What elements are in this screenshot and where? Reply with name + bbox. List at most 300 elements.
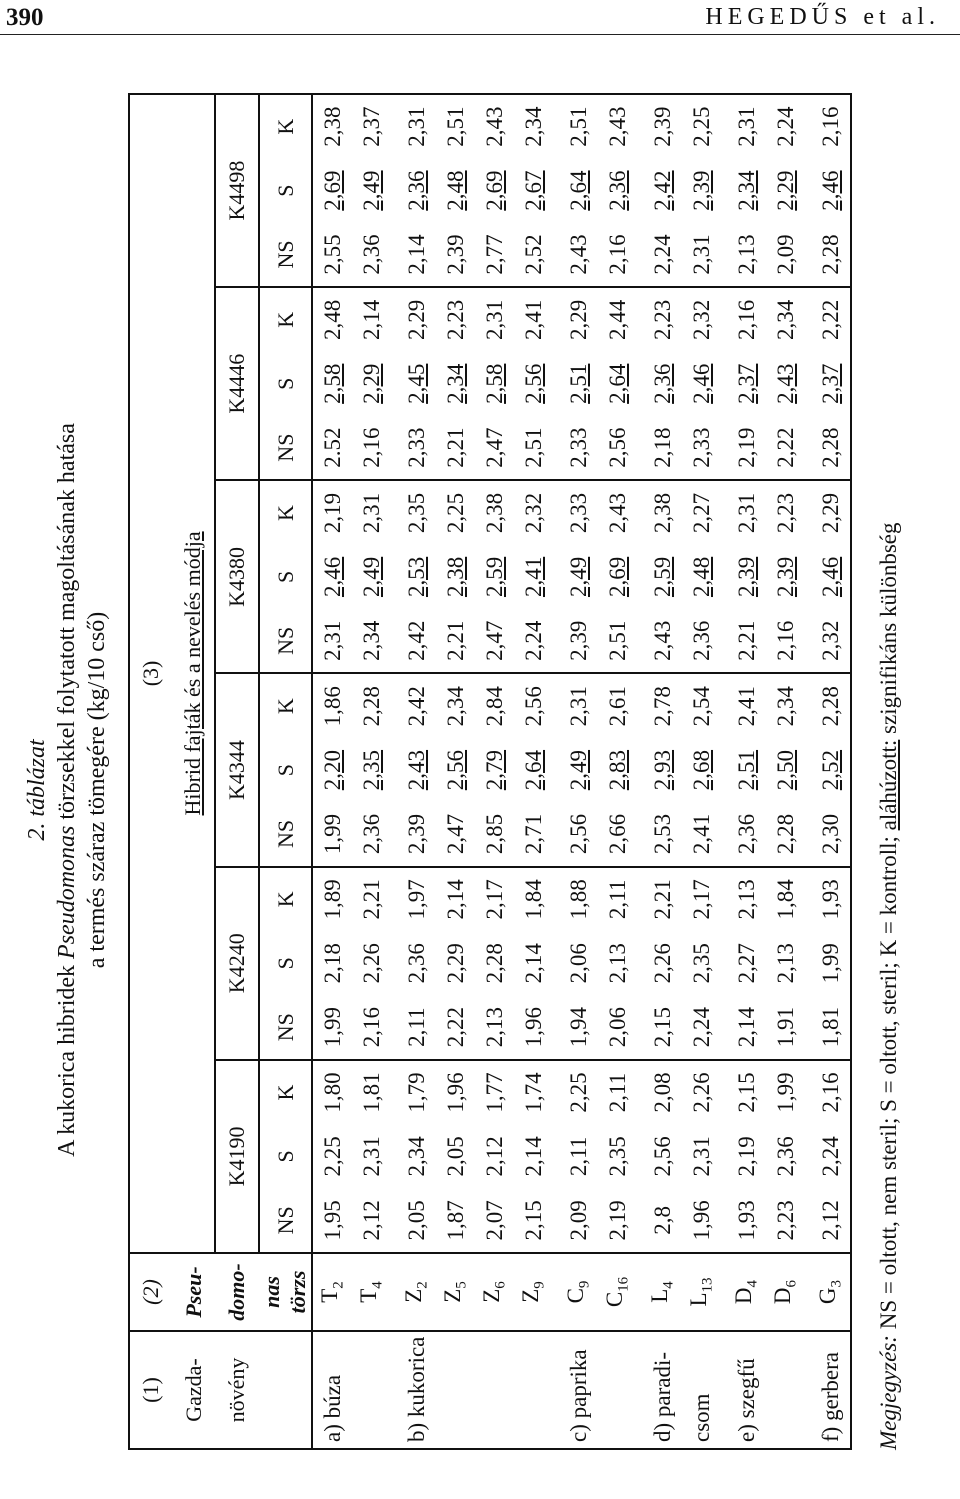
col3-title: Hibrid fajták és a nevelés módja	[172, 94, 215, 1253]
strain-letter: Z	[440, 1288, 466, 1303]
value-cell: 2,26	[649, 943, 675, 984]
value-cell: 2,69	[604, 556, 630, 598]
value-cell: 2,56	[559, 802, 598, 866]
host-plant-cell: c) paprika	[559, 1331, 598, 1449]
strain-letter: C	[563, 1288, 589, 1304]
value-cell: 2,34	[514, 94, 553, 158]
value-cell: 2,43	[772, 363, 798, 404]
value-cell: 2,06	[598, 995, 637, 1059]
value-cell: 2,17	[688, 879, 714, 920]
value-cell: 2,34	[733, 170, 759, 211]
strain-subscript: 16	[615, 1276, 632, 1292]
sub-header: NS	[259, 995, 312, 1059]
value-cell: 2,23	[772, 492, 798, 534]
strain-letter: G	[815, 1287, 841, 1305]
value-cell: 1,93	[811, 867, 851, 931]
value-cell: 2,31	[727, 94, 766, 158]
value-cell: 2,07	[475, 1189, 514, 1253]
sub-header: K	[259, 480, 312, 544]
value-cell: 2,18	[319, 943, 345, 984]
sub-header: K	[259, 1060, 312, 1124]
value-cell: 2,36	[403, 170, 429, 211]
value-cell: 2,58	[481, 363, 507, 404]
value-cell: 2,46	[319, 556, 345, 598]
value-cell: 2,36	[352, 223, 391, 287]
value-cell: 2,21	[358, 879, 384, 920]
value-cell: 2,37	[811, 352, 851, 416]
value-cell: 2,12	[481, 1136, 507, 1177]
value-cell: 2,31	[682, 223, 721, 287]
value-cell: 2.52	[312, 416, 352, 480]
value-cell: 2,61	[604, 686, 630, 727]
value-cell: 2,50	[772, 749, 798, 791]
strain-cell	[352, 1253, 391, 1331]
sub-header: S	[259, 352, 312, 416]
value-cell: 2,34	[442, 363, 468, 404]
col2-label-nas: nas	[259, 1276, 284, 1308]
value-cell: 2,14	[520, 1136, 546, 1177]
value-cell: 2,42	[649, 170, 675, 211]
value-cell: 2,28	[811, 223, 851, 287]
value-cell: 2,45	[403, 363, 429, 404]
value-cell: 2,55	[312, 223, 352, 287]
value-cell: 2,13	[604, 943, 630, 984]
strain-subscript: 6	[783, 1279, 800, 1288]
col1-number: (1)	[129, 1331, 172, 1449]
value-cell: 2,41	[682, 802, 721, 866]
value-cell: 2,43	[559, 223, 598, 287]
value-cell: 2,39	[733, 556, 759, 598]
value-cell: 2,79	[481, 749, 507, 791]
sub-header: K	[259, 94, 312, 158]
value-cell: 2,36	[727, 802, 766, 866]
hybrid-header: K4380	[215, 480, 259, 673]
value-cell: 2,18	[643, 416, 682, 480]
value-cell: 2,51	[565, 363, 591, 404]
value-cell: 2,49	[358, 170, 384, 211]
value-cell: 2,46	[811, 158, 851, 222]
strain-cell	[475, 1253, 514, 1331]
value-cell: 2,49	[565, 556, 591, 598]
value-cell: 2,28	[358, 686, 384, 727]
value-cell: 1,99	[811, 931, 851, 995]
value-cell: 2,31	[733, 492, 759, 534]
value-cell: 2,36	[682, 609, 721, 673]
value-cell: 2,15	[643, 995, 682, 1059]
strain-cell	[727, 1253, 766, 1331]
value-cell: 2,64	[520, 749, 546, 791]
strain-subscript: 4	[369, 1281, 386, 1289]
value-cell: 2,42	[403, 686, 429, 727]
value-cell: 2,24	[766, 94, 805, 158]
value-cell: 2,22	[811, 287, 851, 351]
value-cell: 2,66	[598, 802, 637, 866]
host-plant-cell: b) kukorica	[397, 1331, 436, 1449]
value-cell: 2,11	[604, 1072, 630, 1113]
table-row	[727, 94, 766, 1449]
strain-letter: D	[731, 1287, 757, 1305]
table-row	[766, 94, 805, 1449]
table-row	[559, 94, 598, 1449]
value-cell: 2,21	[727, 609, 766, 673]
sub-header: K	[259, 673, 312, 737]
value-cell: 2,31	[397, 94, 436, 158]
value-cell: 2,28	[811, 416, 851, 480]
value-cell: 2,52	[514, 223, 553, 287]
value-cell: 2,39	[772, 556, 798, 598]
value-cell: 2,37	[352, 94, 391, 158]
value-cell: 1,84	[520, 879, 546, 920]
value-cell: 2,31	[312, 609, 352, 673]
value-cell: 2,38	[442, 556, 468, 598]
value-cell: 2,13	[727, 223, 766, 287]
strain-subscript: 2	[330, 1281, 347, 1289]
value-cell: 2,43	[403, 749, 429, 791]
value-cell: 2,11	[397, 995, 436, 1059]
value-cell: 2,8	[643, 1189, 682, 1253]
strain-letter: Z	[401, 1288, 427, 1303]
table-row	[475, 94, 514, 1449]
value-cell: 2,19	[319, 492, 345, 534]
sub-header: K	[259, 867, 312, 931]
value-cell: 2,38	[481, 492, 507, 534]
value-cell: 2,51	[436, 94, 475, 158]
strain-subscript: 4	[660, 1281, 677, 1289]
running-head: HEGEDŰS et al.	[705, 4, 940, 30]
value-cell: 1,80	[319, 1072, 345, 1113]
rotated-table-content	[10, 90, 910, 1490]
value-cell: 2,12	[811, 1189, 851, 1253]
value-cell: 2,56	[598, 416, 637, 480]
value-cell: 2,16	[811, 1060, 851, 1124]
value-cell: 2,43	[643, 609, 682, 673]
value-cell: 2,16	[352, 416, 391, 480]
value-cell: 2,47	[436, 802, 475, 866]
value-cell: 2,29	[358, 363, 384, 404]
strain-letter: L	[686, 1292, 712, 1307]
strain-letter: T	[356, 1288, 382, 1303]
value-cell: 2,78	[649, 686, 675, 727]
value-cell: 2,15	[514, 1189, 553, 1253]
value-cell: 2,22	[436, 995, 475, 1059]
value-cell: 1,99	[312, 802, 352, 866]
strain-subscript: 13	[699, 1277, 716, 1293]
strain-cell	[598, 1253, 637, 1331]
value-cell: 2,36	[649, 363, 675, 404]
value-cell: 2,46	[688, 363, 714, 404]
value-cell: 1,96	[442, 1072, 468, 1113]
value-cell: 2,85	[475, 802, 514, 866]
value-cell: 2,64	[604, 363, 630, 404]
value-cell: 2,48	[442, 170, 468, 211]
col1-label-line1: Gazda-	[172, 1331, 215, 1449]
host-plant-cell	[475, 1331, 514, 1449]
value-cell: 2,29	[565, 299, 591, 340]
value-cell: 2,53	[403, 556, 429, 598]
page-number: 390	[6, 4, 44, 31]
value-cell: 2,59	[481, 556, 507, 598]
sub-header: S	[259, 158, 312, 222]
value-cell: 2,32	[520, 492, 546, 534]
value-cell: 1,91	[766, 995, 805, 1059]
value-cell: 1,74	[520, 1072, 546, 1113]
sub-header: S	[259, 931, 312, 995]
note-label: Megjegyzés:	[876, 1335, 901, 1450]
value-cell: 1,95	[312, 1189, 352, 1253]
value-cell: 2,56	[520, 363, 546, 404]
value-cell: 2,48	[688, 556, 714, 598]
value-cell: 2,53	[643, 802, 682, 866]
value-cell: 2,13	[475, 995, 514, 1059]
value-cell: 2,14	[442, 879, 468, 920]
hybrid-header: K4446	[215, 287, 259, 480]
value-cell: 1,87	[436, 1189, 475, 1253]
sub-header: K	[259, 287, 312, 351]
value-cell: 2,26	[688, 1072, 714, 1113]
value-cell: 2,67	[520, 170, 546, 211]
value-cell: 2,38	[312, 94, 352, 158]
value-cell: 2,43	[475, 94, 514, 158]
value-cell: 2,56	[442, 749, 468, 791]
value-cell: 2,69	[319, 170, 345, 211]
value-cell: 2,31	[565, 686, 591, 727]
col1-spacer	[259, 1331, 312, 1449]
value-cell: 2,36	[403, 943, 429, 984]
value-cell: 2,29	[772, 170, 798, 211]
value-cell: 2,20	[319, 749, 345, 791]
value-cell: 1,84	[772, 879, 798, 920]
note-underlined: aláhúzott:	[876, 739, 901, 831]
value-cell: 2,14	[397, 223, 436, 287]
value-cell: 2,36	[352, 802, 391, 866]
value-cell: 2,23	[766, 1189, 805, 1253]
host-plant-cell	[598, 1331, 637, 1449]
table-row	[312, 94, 352, 1449]
sub-header: NS	[259, 1189, 312, 1253]
value-cell: 2,26	[358, 943, 384, 984]
value-cell: 2,48	[319, 299, 345, 340]
value-cell: 2,39	[643, 94, 682, 158]
value-cell: 2,14	[727, 995, 766, 1059]
value-cell: 2,84	[481, 686, 507, 727]
col2-label-line3	[259, 1253, 312, 1331]
value-cell: 2,05	[397, 1189, 436, 1253]
value-cell: 2,31	[358, 492, 384, 534]
value-cell: 2,29	[442, 943, 468, 984]
value-cell: 2,37	[733, 363, 759, 404]
strain-subscript: 2	[414, 1281, 431, 1289]
value-cell: 2,11	[565, 1136, 591, 1177]
table-note	[876, 522, 902, 1450]
value-cell: 2,12	[352, 1189, 391, 1253]
col2-label-line2: domo-	[215, 1253, 259, 1331]
value-cell: 2,39	[397, 802, 436, 866]
table-row	[397, 94, 436, 1449]
page-header	[0, 0, 960, 40]
value-cell: 1,86	[319, 686, 345, 727]
strain-subscript: 9	[531, 1281, 548, 1289]
value-cell: 2,51	[559, 94, 598, 158]
value-cell: 2,41	[520, 299, 546, 340]
hybrid-header: K4190	[215, 1060, 259, 1253]
title-italic-genus: Pseudomonas	[54, 825, 80, 959]
host-plant-cell	[766, 1331, 805, 1449]
strain-letter: C	[602, 1291, 628, 1308]
value-cell: 2,58	[319, 363, 345, 404]
title-prefix: A kukorica hibridek	[54, 958, 80, 1157]
value-cell: 2,21	[649, 879, 675, 920]
value-cell: 2,32	[688, 299, 714, 340]
value-cell: 1,77	[481, 1072, 507, 1113]
value-cell: 2,28	[811, 673, 851, 737]
value-cell: 2,09	[559, 1189, 598, 1253]
table-row	[352, 94, 391, 1449]
value-cell: 2,35	[604, 1136, 630, 1177]
results-table-body	[129, 94, 851, 1449]
value-cell: 2,15	[733, 1072, 759, 1113]
host-plant-cell	[436, 1331, 475, 1449]
value-cell: 2,42	[397, 609, 436, 673]
table-row	[514, 94, 553, 1449]
hybrid-header: K4344	[215, 673, 259, 866]
value-cell: 2,11	[604, 879, 630, 920]
header-rule	[0, 34, 960, 35]
value-cell: 2,25	[565, 1072, 591, 1113]
sub-header: S	[259, 738, 312, 802]
value-cell: 2,71	[514, 802, 553, 866]
value-cell: 2,39	[559, 609, 598, 673]
value-cell: 2,16	[766, 609, 805, 673]
host-plant-cell: a) búza	[312, 1331, 352, 1449]
host-plant-cell	[352, 1331, 391, 1449]
value-cell: 2,49	[358, 556, 384, 598]
col2-label-torzs: törzs	[285, 1270, 310, 1314]
value-cell: 2,05	[442, 1136, 468, 1177]
strain-letter: Z	[518, 1288, 544, 1303]
sub-header: NS	[259, 416, 312, 480]
value-cell: 2,14	[358, 299, 384, 340]
value-cell: 2,31	[358, 1136, 384, 1177]
value-cell: 2,25	[442, 492, 468, 534]
strain-cell	[682, 1253, 721, 1331]
strain-subscript: 3	[828, 1279, 845, 1288]
strain-cell	[766, 1253, 805, 1331]
note-text-end: szignifikáns különbség	[876, 522, 901, 740]
value-cell: 2,52	[811, 738, 851, 802]
value-cell: 2,51	[598, 609, 637, 673]
table-row	[682, 94, 721, 1449]
value-cell: 2,44	[604, 299, 630, 340]
sub-header: NS	[259, 609, 312, 673]
table-number: 2. táblázat	[24, 739, 50, 841]
value-cell: 2,68	[688, 749, 714, 791]
host-plant-cell: e) szegfű	[727, 1331, 766, 1449]
value-cell: 2,28	[766, 802, 805, 866]
value-cell: 2,51	[733, 749, 759, 791]
results-table	[128, 93, 852, 1450]
value-cell: 1,97	[403, 879, 429, 920]
value-cell: 1,96	[682, 1189, 721, 1253]
value-cell: 2,22	[766, 416, 805, 480]
table-row	[598, 94, 637, 1449]
value-cell: 2,36	[604, 170, 630, 211]
value-cell: 2,28	[481, 943, 507, 984]
value-cell: 2,38	[649, 492, 675, 534]
value-cell: 2,25	[319, 1136, 345, 1177]
sub-header: NS	[259, 802, 312, 866]
value-cell: 2,34	[403, 1136, 429, 1177]
value-cell: 2,43	[598, 94, 637, 158]
value-cell: 2,41	[733, 686, 759, 727]
value-cell: 2,29	[811, 480, 851, 544]
value-cell: 2,33	[565, 492, 591, 534]
value-cell: 2,30	[811, 802, 851, 866]
value-cell: 2,16	[598, 223, 637, 287]
table-title-line-2: a termés száraz tömegére (kg/10 cső)	[84, 611, 110, 969]
value-cell: 2,19	[733, 1136, 759, 1177]
value-cell: 2,64	[565, 170, 591, 211]
sub-header: NS	[259, 223, 312, 287]
value-cell: 2,19	[598, 1189, 637, 1253]
value-cell: 2,54	[688, 686, 714, 727]
host-plant-cell	[514, 1331, 553, 1449]
value-cell: 2,23	[442, 299, 468, 340]
value-cell: 2,31	[481, 299, 507, 340]
value-cell: 2,16	[352, 995, 391, 1059]
title-suffix: törzsekkel folytatott magoltásának hatása	[54, 423, 80, 826]
value-cell: 2,34	[772, 686, 798, 727]
value-cell: 1,96	[514, 995, 553, 1059]
table-row	[436, 94, 475, 1449]
value-cell: 2,35	[358, 749, 384, 791]
value-cell: 2,16	[811, 94, 851, 158]
value-cell: 2,08	[649, 1072, 675, 1113]
value-cell: 2,33	[559, 416, 598, 480]
value-cell: 1,88	[565, 879, 591, 920]
value-cell: 2,56	[520, 686, 546, 727]
value-cell: 2,83	[604, 749, 630, 791]
value-cell: 2,43	[604, 492, 630, 534]
strain-subscript: 5	[453, 1281, 470, 1289]
value-cell: 2,32	[811, 609, 851, 673]
value-cell: 2,39	[436, 223, 475, 287]
value-cell: 2,34	[352, 609, 391, 673]
note-text: NS = oltott, nem steril; S = oltott, steril; K = kontroll;	[876, 830, 901, 1336]
strain-subscript: 4	[744, 1279, 761, 1288]
value-cell: 1,79	[403, 1072, 429, 1113]
value-cell: 2,47	[475, 609, 514, 673]
value-cell: 2,16	[733, 299, 759, 340]
value-cell: 2,19	[727, 416, 766, 480]
host-plant-cell: csom	[682, 1331, 721, 1449]
col1-label-line2: növény	[215, 1331, 259, 1449]
value-cell: 1,99	[312, 995, 352, 1059]
value-cell: 2,77	[475, 223, 514, 287]
value-cell: 2,35	[688, 943, 714, 984]
value-cell: 2,56	[649, 1136, 675, 1177]
value-cell: 2,39	[688, 170, 714, 211]
value-cell: 2,27	[733, 943, 759, 984]
strain-cell	[397, 1253, 436, 1331]
strain-letter: L	[647, 1288, 673, 1303]
value-cell: 2,13	[733, 879, 759, 920]
strain-letter: T	[317, 1288, 343, 1303]
value-cell: 2,21	[436, 416, 475, 480]
strain-cell	[514, 1253, 553, 1331]
strain-cell	[643, 1253, 682, 1331]
value-cell: 2,13	[772, 943, 798, 984]
host-plant-cell: f) gerbera	[811, 1331, 851, 1449]
